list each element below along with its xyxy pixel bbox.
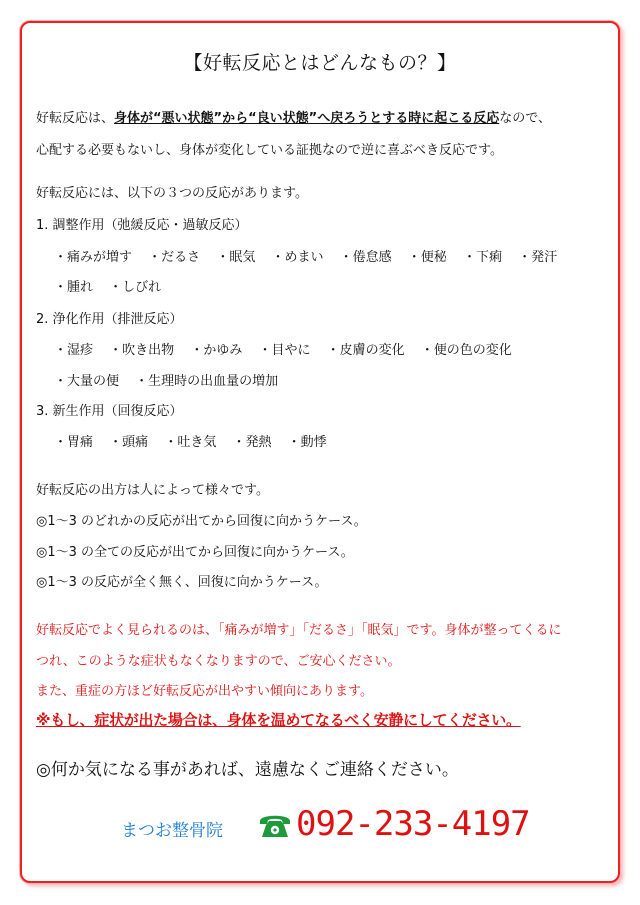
- symptom-item: ・下痢: [462, 250, 502, 265]
- warning-text: ※もし、症状が出た場合は、身体を温めてなるべく安静にしてください。: [36, 711, 521, 729]
- contact-line: ◎何か気になる事があれば、遠慮なくご連絡ください。: [36, 760, 459, 780]
- intro-line-2: 心配する必要もないし、身体が変化している証拠なので逆に喜ぶべき反応です。: [36, 143, 503, 158]
- reactions-intro: 好転反応には、以下の３つの反応があります。: [36, 186, 308, 201]
- category-2-row-2: [54, 374, 290, 390]
- symptom-item: ・めまい: [271, 250, 324, 265]
- symptom-item: ・生理時の出血量の増加: [135, 374, 279, 389]
- intro-line-1: [36, 111, 551, 127]
- symptom-item: ・倦怠感: [339, 250, 392, 265]
- clinic-name: まつお整骨院: [121, 821, 223, 841]
- intro-pre: 好転反応は、: [36, 111, 115, 126]
- category-heading-2: 2. 浄化作用（排泄反応）: [36, 312, 183, 327]
- intro-post: なので、: [499, 111, 551, 126]
- category-3-row-1: [54, 435, 339, 451]
- symptom-item: ・吐き気: [164, 435, 217, 450]
- symptom-item: ・胃痛: [54, 435, 94, 450]
- notice-line-2: つれ、このような症状もなくなりますので、ご安心ください。: [36, 654, 401, 669]
- symptom-item: ・皮膚の変化: [326, 343, 405, 358]
- category-1-row-2: [54, 280, 173, 296]
- symptom-item: ・頭痛: [109, 435, 149, 450]
- symptom-item: ・痛みが増す: [54, 250, 133, 265]
- outcome-item: ◎1～3 の反応が全く無く、回復に向かうケース。: [36, 575, 328, 590]
- intro-emphasis: 身体が“悪い状態”から“良い状態”へ戻ろうとする時に起こる反応: [114, 111, 500, 126]
- telephone-icon: [256, 810, 294, 840]
- symptom-item: ・しびれ: [109, 280, 162, 295]
- symptom-item: ・眠気: [216, 250, 256, 265]
- symptom-item: ・便秘: [407, 250, 447, 265]
- symptom-item: ・動悸: [287, 435, 327, 450]
- symptom-item: ・大量の便: [54, 374, 120, 389]
- symptom-item: ・かゆみ: [190, 343, 243, 358]
- category-1-row-1: [54, 250, 569, 266]
- page-title: 【好転反応とはどんなもの？】: [183, 52, 457, 74]
- symptom-item: ・発汗: [518, 250, 558, 265]
- phone-number[interactable]: 092-233-4197: [296, 804, 530, 844]
- outcomes-intro: 好転反応の出方は人によって様々です。: [36, 483, 269, 498]
- symptom-item: ・発熱: [232, 435, 272, 450]
- symptom-item: ・腫れ: [54, 280, 94, 295]
- category-heading-1: 1. 調整作用（弛緩反応・過敏反応）: [36, 218, 248, 233]
- symptom-item: ・だるさ: [148, 250, 201, 265]
- outcome-item: ◎1～3 のどれかの反応が出てから回復に向かうケース。: [36, 514, 367, 529]
- notice-line-3: また、重症の方ほど好転反応が出やすい傾向にあります。: [36, 684, 373, 699]
- category-2-row-1: [54, 343, 524, 359]
- category-heading-3: 3. 新生作用（回復反応）: [36, 404, 183, 419]
- symptom-item: ・便の色の変化: [420, 343, 512, 358]
- symptom-item: ・吹き出物: [109, 343, 175, 358]
- symptom-item: ・目やに: [258, 343, 311, 358]
- outcome-item: ◎1～3 の全ての反応が出てから回復に向かうケース。: [36, 545, 354, 560]
- notice-line-1: 好転反応でよく見られるのは、「痛みが増す」「だるさ」「眠気」です。身体が整ってくるに: [36, 623, 562, 638]
- symptom-item: ・湿疹: [54, 343, 94, 358]
